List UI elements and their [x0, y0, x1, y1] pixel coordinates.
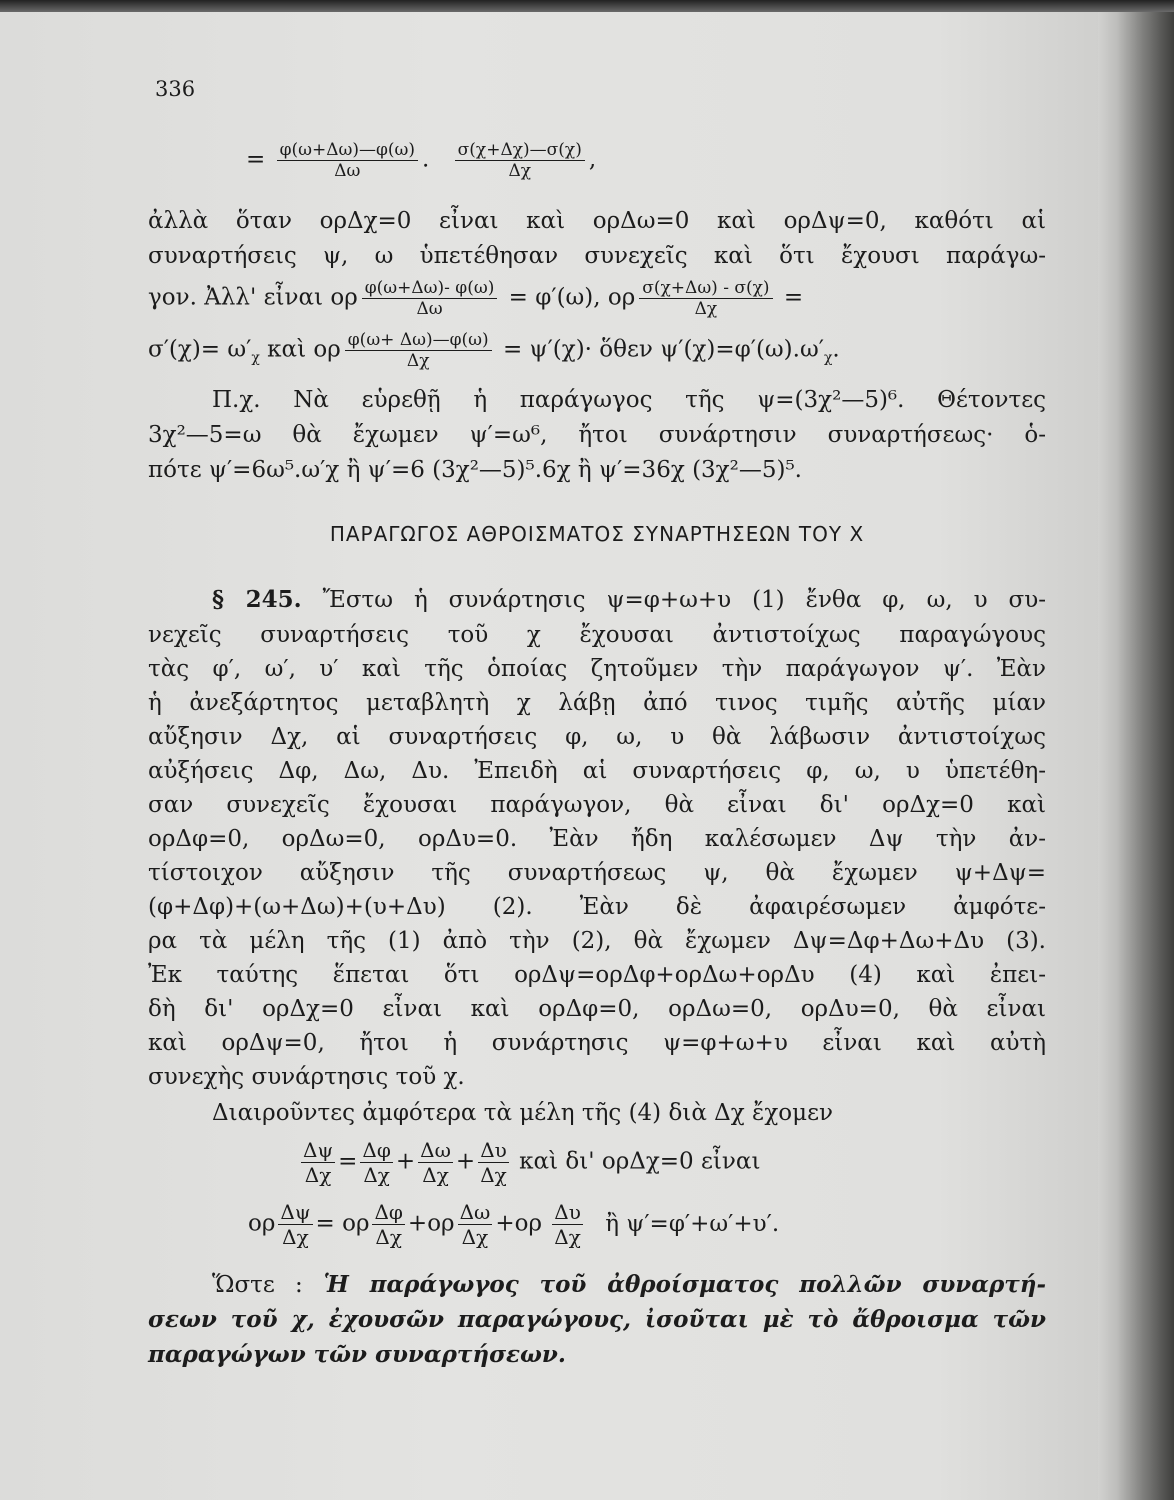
text-line: Διαιροῦντες ἀμφότερα τὰ μέλη τῆς (4) διὰ Δχ ἔχομεν — [212, 1100, 833, 1126]
text-line: Ἐκ ταύτης ἕπεται ὅτι ορΔψ=ορΔφ+ορΔω+ορΔυ (4) καὶ ἐπει- — [148, 962, 1046, 988]
equation-2: ορ $\frac{\Delta\psi}{\Delta\chi}$ = ορ $\frac{\Delta\varphi}{\Delta\chi}$ +ορ $\frac{\Delta\omega}{\Delta\chi}$ +ορ $\frac{\Delta\upsilon}{\Delta\chi}$ ἢ ψ′=φ′+ω′+υ′. — [248, 1200, 780, 1249]
formula-line: γον. Ἀλλ' εἶναι ορ $\frac{\varphi(\omega+\Delta\omega)- \varphi(\omega)}{\Delta\omega}$ = φ′(ω), ορ $\frac{\sigma(\chi+\Delta\omega) - \sigma(\chi)}{\Delta\chi}$ = — [148, 278, 804, 319]
book-spine-shadow — [1098, 0, 1174, 1500]
conclusion-line: παραγώγων τῶν συναρτήσεων. — [148, 1341, 566, 1368]
top-edge-shadow — [0, 0, 1174, 12]
fraction: $\frac{\varphi(\omega+\Delta\omega)- \varphi(\omega)}{\Delta\omega}$ — [362, 278, 498, 319]
section-first-line: § 245. Ἔστω ἡ συνάρτησις ψ=φ+ω+υ (1) ἔνθα φ, ω, υ συ- — [212, 586, 1046, 613]
text-line: 3χ²—5=ω θὰ ἔχωμεν ψ′=ω⁶, ἤτοι συνάρτησιν συναρτήσεως· ὁ- — [148, 422, 1046, 448]
fraction: $\frac{\Delta\varphi}{\Delta\chi}$ — [374, 1200, 403, 1249]
text-line: αὔξησιν Δχ, αἱ συναρτήσεις φ, ω, υ θὰ λάβωσιν ἀντιστοίχως — [148, 724, 1046, 750]
section-number: § 245. — [212, 586, 302, 613]
text-line: καὶ ορΔψ=0, ἤτοι ἡ συνάρτησις ψ=φ+ω+υ εἶναι καὶ αὐτὴ — [148, 1030, 1046, 1056]
text-line: ἀλλὰ ὅταν ορΔχ=0 εἶναι καὶ ορΔω=0 καὶ ορΔψ=0, καθότι αἱ — [148, 208, 1046, 234]
text-line: δὴ δι' ορΔχ=0 εἶναι καὶ ορΔφ=0, ορΔω=0, ορΔυ=0, θὰ εἶναι — [148, 996, 1046, 1022]
fraction: $\frac{\varphi(\omega+\Delta\omega)—\varphi(\omega)}{\Delta\omega}$ — [277, 140, 418, 181]
text-line: ρα τὰ μέλη τῆς (1) ἀπὸ τὴν (2), θὰ ἔχωμεν Δψ=Δφ+Δω+Δυ (3). — [148, 928, 1046, 954]
fraction: $\frac{\Delta\psi}{\Delta\chi}$ — [303, 1138, 334, 1187]
conclusion-line: σεων τοῦ χ, ἐχουσῶν παραγώγους, ἰσοῦται μὲ τὸ ἄθροισμα τῶν — [148, 1306, 1046, 1333]
fraction: $\frac{\Delta\psi}{\Delta\chi}$ — [280, 1200, 311, 1249]
fraction: $\frac{\sigma(\chi+\Delta\omega) - \sigma(\chi)}{\Delta\chi}$ — [639, 278, 772, 319]
text-line: ορΔφ=0, ορΔω=0, ορΔυ=0. Ἐὰν ἤδη καλέσωμεν Δψ τὴν ἀν- — [148, 826, 1046, 852]
top-formula: = $\frac{\varphi(\omega+\Delta\omega)—\varphi(\omega)}{\Delta\omega}$ . $\frac{\sigma(\chi+\Delta\chi)—\sigma(\chi)}{\Delta\chi}$ , — [246, 140, 597, 181]
text-line: αὐξήσεις Δφ, Δω, Δυ. Ἐπειδὴ αἱ συναρτήσεις φ, ω, υ ὑπετέθη- — [148, 758, 1046, 784]
fraction: $\frac{\sigma(\chi+\Delta\chi)—\sigma(\chi)}{\Delta\chi}$ — [455, 140, 585, 181]
text-line: πότε ψ′=6ω⁵.ω′χ ἢ ψ′=6 (3χ²—5)⁵.6χ ἢ ψ′=36χ (3χ²—5)⁵. — [148, 457, 802, 483]
fraction: $\frac{\Delta\upsilon}{\Delta\chi}$ — [480, 1138, 507, 1187]
formula-line: $\sigma'(\chi)= \omega'_\chi$ καὶ ορ $\frac{\varphi(\omega+ \Delta\omega)—\varphi(\omega)}{\Delta\chi}$ = ψ′(χ)· ὅθεν $\psi'(\chi)=\varphi'(\omega).\omega'_\chi$. — [148, 330, 840, 371]
fraction: $\frac{\Delta\omega}{\Delta\chi}$ — [459, 1200, 491, 1249]
fraction: $\frac{\varphi(\omega+ \Delta\omega)—\varphi(\omega)}{\Delta\chi}$ — [345, 330, 492, 371]
text-line: ἡ ἀνεξάρτητος μεταβλητὴ χ λάβῃ ἀπό τινος τιμῆς αὐτῆς μίαν — [148, 690, 1046, 716]
fraction: $\frac{\Delta\varphi}{\Delta\chi}$ — [362, 1138, 391, 1187]
text-line: σαν συνεχεῖς ἔχουσαι παράγωγον, θὰ εἶναι δι' ορΔχ=0 καὶ — [148, 792, 1046, 818]
text-line: Π.χ. Νὰ εὑρεθῇ ἡ παράγωγος τῆς ψ=(3χ²—5)⁶. Θέτοντες — [212, 387, 1046, 413]
equation-1: $\frac{\Delta\psi}{\Delta\chi}$ = $\frac{\Delta\varphi}{\Delta\chi}$ + $\frac{\Delta\omega}{\Delta\chi}$ + $\frac{\Delta\upsilon}{\Delta\chi}$ καὶ δι' ορΔχ=0 εἶναι — [303, 1138, 761, 1187]
text-line: τὰς φ′, ω′, υ′ καὶ τῆς ὁποίας ζητοῦμεν τὴν παράγωγον ψ′. Ἐὰν — [148, 656, 1046, 682]
fraction: $\frac{\Delta\omega}{\Delta\chi}$ — [420, 1138, 451, 1187]
section-heading: ΠΑΡΑΓΩΓΟΣ ΑΘΡΟΙΣΜΑΤΟΣ ΣΥΝΑΡΤΗΣΕΩΝ ΤΟΥ Χ — [329, 522, 865, 546]
text-line: συναρτήσεις ψ, ω ὑπετέθησαν συνεχεῖς καὶ ὅτι ἔχουσι παράγω- — [148, 243, 1046, 269]
text-line: (φ+Δφ)+(ω+Δω)+(υ+Δυ) (2). Ἐὰν δὲ ἀφαιρέσωμεν ἀμφότε- — [148, 894, 1046, 920]
conclusion-first-line: Ὥστε : Ἡ παράγωγος τοῦ ἀθροίσματος πολλῶν συναρτή- — [212, 1271, 1047, 1298]
fraction: $\frac{\Delta\upsilon}{\Delta\chi}$ — [554, 1200, 581, 1249]
text-line: νεχεῖς συναρτήσεις τοῦ χ ἔχουσαι ἀντιστοίχως παραγώγους — [148, 622, 1046, 648]
text-line: συνεχὴς συνάρτησις τοῦ χ. — [148, 1064, 465, 1090]
text-line: τίστοιχον αὔξησιν τῆς συναρτήσεως ψ, θὰ ἔχωμεν ψ+Δψ= — [148, 860, 1046, 886]
page-number: 336 — [155, 77, 196, 101]
